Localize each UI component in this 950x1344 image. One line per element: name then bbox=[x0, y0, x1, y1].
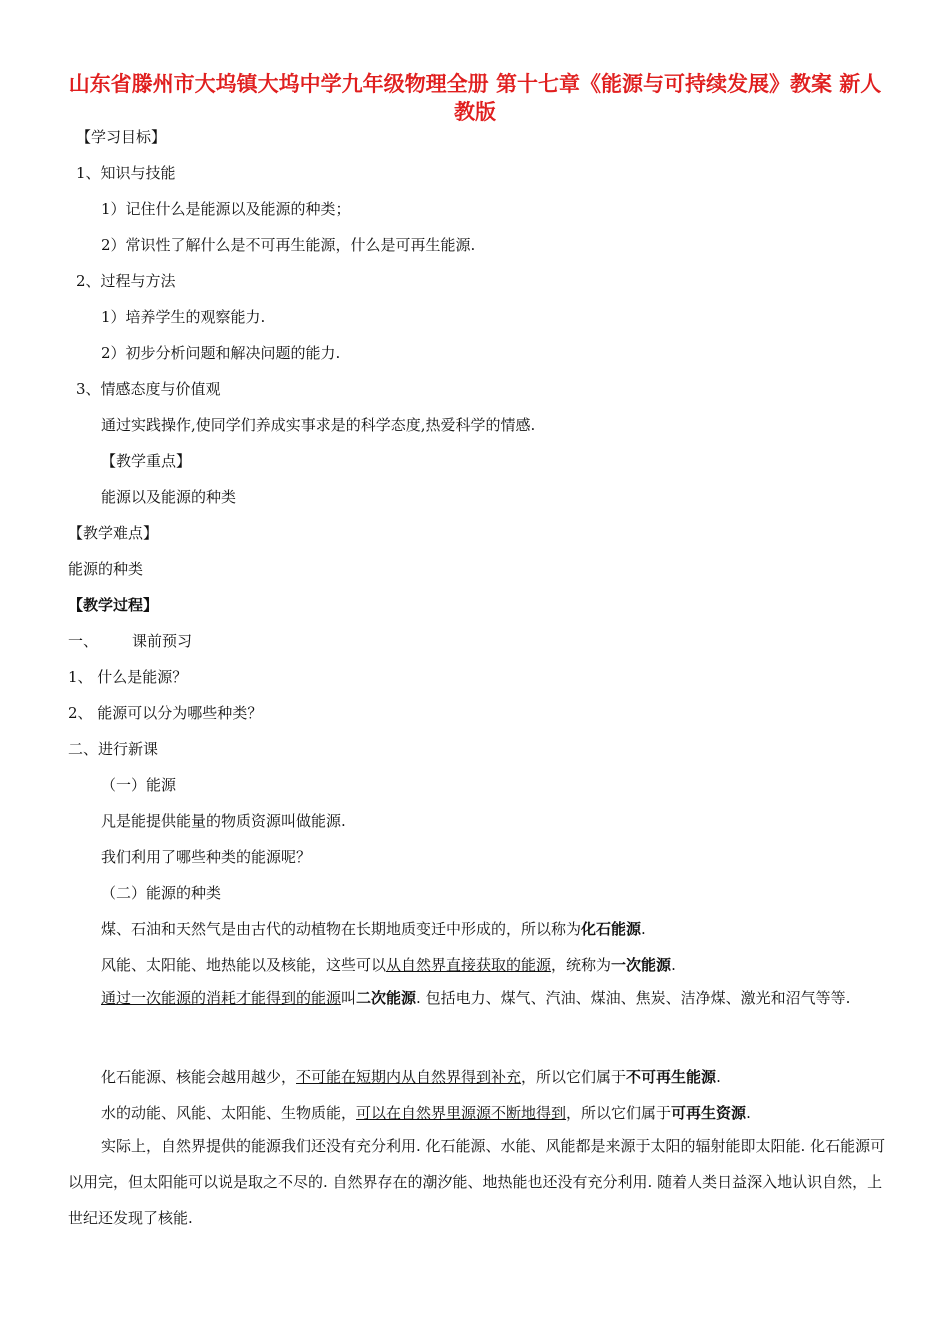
preview-question-2: 2、 能源可以分为哪些种类？ bbox=[68, 704, 263, 722]
renewable-paragraph bbox=[101, 1103, 751, 1123]
secondary-term: 二次能源 bbox=[356, 989, 417, 1007]
goal-knowledge: 1、知识与技能 bbox=[76, 164, 176, 182]
nonrenewable-end: . bbox=[716, 1068, 721, 1086]
preview-question-1: 1、 什么是能源？ bbox=[68, 668, 188, 686]
renewable-term: 可再生资源 bbox=[671, 1104, 747, 1122]
process-step-2: 二、进行新课 bbox=[68, 740, 159, 758]
fossil-end: . bbox=[641, 920, 646, 938]
document-title: 山东省滕州市大坞镇大坞中学九年级物理全册 第十七章《能源与可持续发展》教案 新人教版 bbox=[68, 72, 882, 124]
key-heading: 【教学重点】 bbox=[101, 452, 192, 470]
nonrenewable-paragraph bbox=[101, 1067, 721, 1087]
energy-definition: 凡是能提供能量的物质资源叫做能源. bbox=[101, 812, 346, 830]
primary-text-2: ，统称为 bbox=[551, 956, 612, 974]
primary-underlined: 从自然界直接获取的能源 bbox=[386, 956, 552, 974]
fossil-term: 化石能源 bbox=[581, 920, 642, 938]
primary-text: 风能、太阳能、地热能以及核能，这些可以 bbox=[101, 956, 387, 974]
difficulty-heading: 【教学难点】 bbox=[68, 524, 159, 542]
primary-end: . bbox=[671, 956, 676, 974]
process-step-1 bbox=[68, 631, 192, 651]
nonrenewable-term: 不可再生能源 bbox=[626, 1068, 717, 1086]
subsection-energy: （一）能源 bbox=[101, 776, 177, 794]
secondary-text: 叫 bbox=[341, 989, 357, 1007]
difficulty-text: 能源的种类 bbox=[68, 560, 144, 578]
primary-energy-paragraph bbox=[101, 955, 676, 975]
process-step-1-num: 一、 bbox=[68, 632, 99, 650]
secondary-underlined: 通过一次能源的消耗才能得到的能源 bbox=[101, 989, 342, 1007]
renewable-underlined: 可以在自然界里源源不断地得到 bbox=[356, 1104, 567, 1122]
solar-origin-paragraph: 实际上，自然界提供的能源我们还没有充分利用. 化石能源、水能、风能都是来源于太阳的辐射能即太阳能. 化石能源可以用完，但太阳能可以说是取之不尽的. 自然界存在的潮汐能、地热能也还没有充分利用. 随着人类日益深入地认识自然，上世纪还发现了核能. bbox=[68, 1137, 886, 1227]
goal-attitude: 3、情感态度与价值观 bbox=[76, 380, 221, 398]
key-text: 能源以及能源的种类 bbox=[101, 488, 237, 506]
process-step-1-text: 课前预习 bbox=[132, 632, 193, 650]
goal-knowledge-2: 2）常识性了解什么是不可再生能源，什么是可再生能源. bbox=[101, 236, 476, 254]
nonrenewable-underlined: 不可能在短期内从自然界得到补充 bbox=[296, 1068, 522, 1086]
goal-process-1: 1）培养学生的观察能力. bbox=[101, 308, 266, 326]
secondary-energy-paragraph bbox=[68, 980, 886, 1016]
process-heading: 【教学过程】 bbox=[68, 596, 159, 614]
renewable-text: 水的动能、风能、太阳能、生物质能， bbox=[101, 1104, 357, 1122]
fossil-text: 煤、石油和天然气是由古代的动植物在长期地质变迁中形成的，所以称为 bbox=[101, 920, 582, 938]
goal-process-2: 2）初步分析问题和解决问题的能力. bbox=[101, 344, 341, 362]
nonrenewable-text: 化石能源、核能会越用越少， bbox=[101, 1068, 297, 1086]
renewable-end: . bbox=[746, 1104, 751, 1122]
energy-question: 我们利用了哪些种类的能源呢？ bbox=[101, 848, 312, 866]
goal-process: 2、过程与方法 bbox=[76, 272, 176, 290]
goals-heading: 【学习目标】 bbox=[76, 128, 167, 146]
goal-knowledge-1: 1）记住什么是能源以及能源的种类； bbox=[101, 200, 351, 218]
nonrenewable-text-2: ，所以它们属于 bbox=[521, 1068, 627, 1086]
subsection-energy-types: （二）能源的种类 bbox=[101, 884, 222, 902]
primary-term: 一次能源 bbox=[611, 956, 672, 974]
secondary-text-2: . 包括电力、煤气、汽油、煤油、焦炭、洁净煤、激光和沼气等等. bbox=[416, 989, 851, 1007]
renewable-text-2: ，所以它们属于 bbox=[566, 1104, 672, 1122]
fossil-energy-paragraph bbox=[101, 919, 646, 939]
goal-attitude-1: 通过实践操作,使同学们养成实事求是的科学态度,热爱科学的情感. bbox=[101, 416, 536, 434]
